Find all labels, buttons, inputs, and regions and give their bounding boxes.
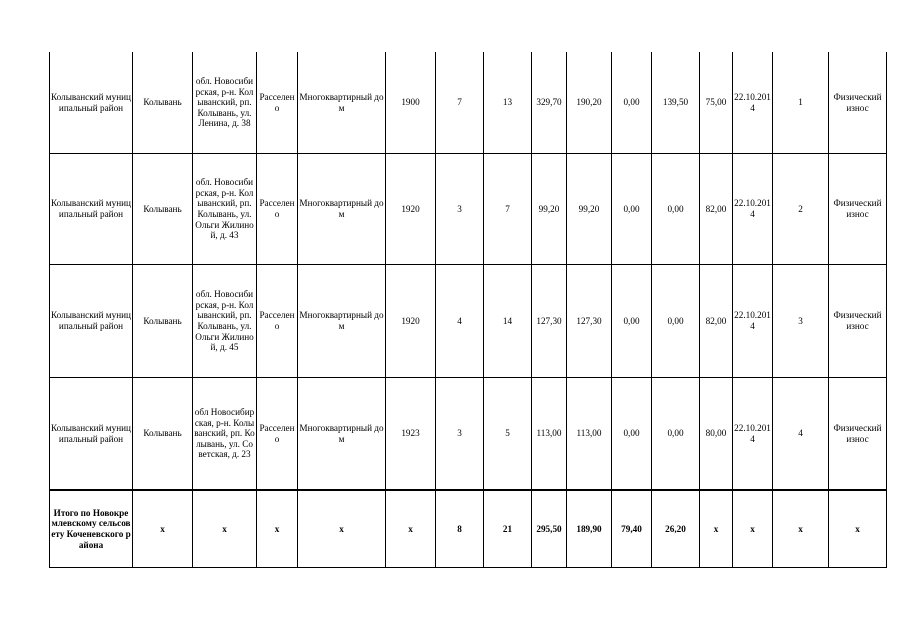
date-cell: 22.10.2014 (733, 154, 773, 265)
number-cell: 2 (773, 154, 829, 265)
apartments-cell: 3 (436, 378, 484, 491)
total-cell: x (133, 490, 193, 568)
settlement-cell: Колывань (133, 52, 193, 154)
apartments-cell: 4 (436, 265, 484, 378)
house-type-cell: Многоквартирный дом (298, 265, 386, 378)
wear-cell: 82,00 (700, 265, 733, 378)
area-total-cell: 329,70 (532, 52, 567, 154)
residents-cell: 13 (484, 52, 532, 154)
total-area-total: 295,50 (532, 490, 567, 568)
number-cell: 4 (773, 378, 829, 491)
district-cell: Колыванский муниципальный район (50, 265, 133, 378)
district-cell: Колыванский муниципальный район (50, 52, 133, 154)
residents-cell: 7 (484, 154, 532, 265)
house-type-cell: Многоквартирный дом (298, 378, 386, 491)
date-cell: 22.10.2014 (733, 378, 773, 491)
status-cell: Расселено (257, 265, 298, 378)
status-cell: Расселено (257, 52, 298, 154)
residents-cell: 5 (484, 378, 532, 491)
district-cell: Колыванский муниципальный район (50, 154, 133, 265)
area-c-cell: 0,00 (652, 154, 700, 265)
total-cell: x (700, 490, 733, 568)
area-c-cell: 139,50 (652, 52, 700, 154)
total-cell: x (193, 490, 257, 568)
address-cell: обл. Новосибирская, р-н. Колыванский, рп. Колывань, ул. Ленина, д. 38 (193, 52, 257, 154)
area-a-cell: 113,00 (567, 378, 612, 491)
table-row (50, 52, 887, 154)
area-c-cell: 0,00 (652, 265, 700, 378)
total-area-a: 189,90 (567, 490, 612, 568)
year-cell: 1920 (386, 265, 436, 378)
total-cell: x (773, 490, 829, 568)
area-total-cell: 113,00 (532, 378, 567, 491)
status-cell: Расселено (257, 378, 298, 491)
wear-cell: 82,00 (700, 154, 733, 265)
address-cell: обл. Новосибирская, р-н. Колыванский, рп. Колывань, ул. Ольги Жилиной, д. 43 (193, 154, 257, 265)
reason-cell: Физический износ (829, 154, 887, 265)
settlement-cell: Колывань (133, 265, 193, 378)
area-b-cell: 0,00 (612, 265, 652, 378)
area-b-cell: 0,00 (612, 378, 652, 491)
apartments-cell: 7 (436, 52, 484, 154)
district-cell: Колыванский муниципальный район (50, 378, 133, 491)
total-row (50, 490, 887, 568)
total-cell: x (386, 490, 436, 568)
total-residents: 21 (484, 490, 532, 568)
year-cell: 1923 (386, 378, 436, 491)
date-cell: 22.10.2014 (733, 265, 773, 378)
house-type-cell: Многоквартирный дом (298, 52, 386, 154)
wear-cell: 75,00 (700, 52, 733, 154)
number-cell: 1 (773, 52, 829, 154)
status-cell: Расселено (257, 154, 298, 265)
total-apartments: 8 (436, 490, 484, 568)
table-row (50, 154, 887, 265)
total-label: Итого по Новокремлевскому сельсовету Коченевского района (50, 490, 133, 568)
house-type-cell: Многоквартирный дом (298, 154, 386, 265)
wear-cell: 80,00 (700, 378, 733, 491)
total-cell: x (298, 490, 386, 568)
total-area-c: 26,20 (652, 490, 700, 568)
apartments-cell: 3 (436, 154, 484, 265)
table-row (50, 265, 887, 378)
housing-table (49, 52, 887, 568)
number-cell: 3 (773, 265, 829, 378)
area-total-cell: 99,20 (532, 154, 567, 265)
total-cell: x (733, 490, 773, 568)
reason-cell: Физический износ (829, 378, 887, 491)
area-b-cell: 0,00 (612, 154, 652, 265)
address-cell: обл. Новосибирская, р-н. Колыванский, рп. Колывань, ул. Ольги Жилиной, д. 45 (193, 265, 257, 378)
area-c-cell: 0,00 (652, 378, 700, 491)
residents-cell: 14 (484, 265, 532, 378)
year-cell: 1900 (386, 52, 436, 154)
settlement-cell: Колывань (133, 378, 193, 491)
area-a-cell: 190,20 (567, 52, 612, 154)
address-cell: обл Новосибирская, р-н. Колыванский, рп. Колывань, ул. Советская, д. 23 (193, 378, 257, 491)
settlement-cell: Колывань (133, 154, 193, 265)
area-total-cell: 127,30 (532, 265, 567, 378)
area-a-cell: 99,20 (567, 154, 612, 265)
total-cell: x (257, 490, 298, 568)
area-b-cell: 0,00 (612, 52, 652, 154)
reason-cell: Физический износ (829, 52, 887, 154)
reason-cell: Физический износ (829, 265, 887, 378)
total-area-b: 79,40 (612, 490, 652, 568)
year-cell: 1920 (386, 154, 436, 265)
table-row (50, 378, 887, 491)
total-cell: x (829, 490, 887, 568)
date-cell: 22.10.2014 (733, 52, 773, 154)
area-a-cell: 127,30 (567, 265, 612, 378)
